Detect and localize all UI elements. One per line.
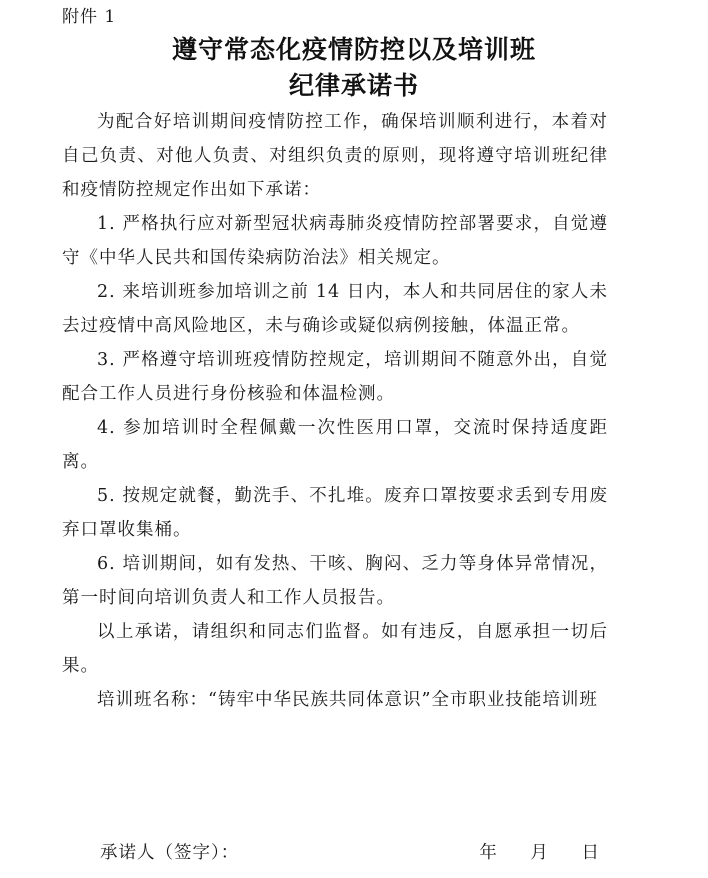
signer-label: 承诺人（签字）： [100,843,240,863]
training-class-name: 培训班名称：“铸牢中华民族共同体意识”全市职业技能培训班 [97,690,598,710]
document-title-line-1: 遵守常态化疫情防控以及培训班 [171,35,536,64]
commitment-item-3: 3. 严格遵守培训班疫情防控规定，培训期间不随意外出，自觉配合工作人员进行身份核验和体温检测。 [62,350,608,404]
document-body [62,105,608,717]
commitment-item-6: 6. 培训期间，如有发热、干咳、胸闷、乏力等身体异常情况，第一时间向培训负责人和工作人员报告。 [62,554,608,608]
commitment-item-4: 4. 参加培训时全程佩戴一次性医用口罩，交流时保持适度距离。 [62,418,608,472]
closing-paragraph: 以上承诺，请组织和同志们监督。如有违反，自愿承担一切后果。 [62,622,608,676]
commitment-item-1: 1. 严格执行应对新型冠状病毒肺炎疫情防控部署要求，自觉遵守《中华人民共和国传染病防治法》相关规定。 [62,214,608,268]
signature-row [0,836,708,870]
date-month-label: 月 [530,843,549,863]
date-year-label: 年 [479,843,498,863]
attachment-label: 附件 1 [62,7,117,27]
date-day-label: 日 [581,843,600,863]
date-fields [479,836,600,870]
commitment-item-2: 2. 来培训班参加培训之前 14 日内，本人和共同居住的家人未去过疫情中高风险地区，未与确诊或疑似病例接触，体温正常。 [62,282,608,336]
document-title-line-2: 纪律承诺书 [288,71,419,100]
commitment-item-5: 5. 按规定就餐，勤洗手、不扎堆。废弃口罩按要求丢到专用废弃口罩收集桶。 [62,486,608,540]
intro-paragraph: 为配合好培训期间疫情防控工作，确保培训顺利进行，本着对自己负责、对他人负责、对组织负责的原则，现将遵守培训班纪律和疫情防控规定作出如下承诺： [62,112,608,200]
